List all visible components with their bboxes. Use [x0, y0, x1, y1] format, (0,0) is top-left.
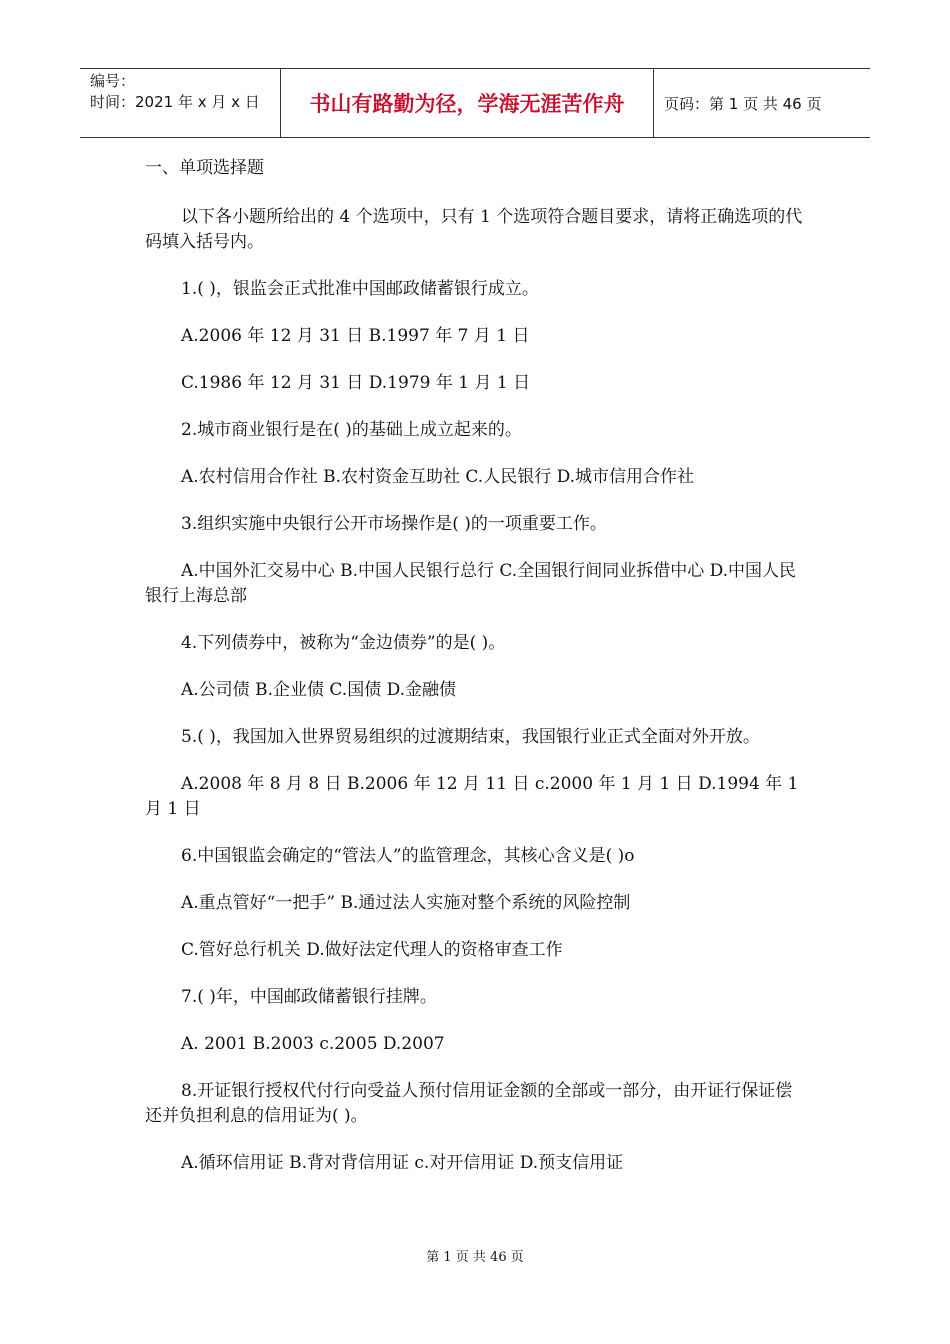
question-8-options: A.循环信用证 B.背对背信用证 c.对开信用证 D.预支信用证 — [181, 1153, 624, 1173]
instructions: 以下各小题所给出的 4 个选项中，只有 1 个选项符合题目要求，请将正确选项的代码填入括号内。 — [145, 207, 803, 252]
question-3-options: A.中国外汇交易中心 B.中国人民银行总行 C.全国银行间同业拆借中心 D.中国人民银行上海总部 — [145, 561, 797, 606]
document-body — [145, 156, 805, 1198]
question-1-options-ab: A.2006 年 12 月 31 日 B.1997 年 7 月 1 日 — [181, 326, 530, 346]
number-label: 编号： — [90, 72, 136, 90]
header-meta — [80, 69, 281, 137]
question-7-options: A. 2001 B.2003 c.2005 D.2007 — [181, 1034, 445, 1054]
question-1-options-cd: C.1986 年 12 月 31 日 D.1979 年 1 月 1 日 — [181, 373, 531, 393]
question-6-options-ab: A.重点管好“一把手” B.通过法人实施对整个系统的风险控制 — [181, 893, 631, 913]
question-5: 5.( )，我国加入世界贸易组织的过渡期结束，我国银行业正式全面对外开放。 — [181, 727, 760, 747]
question-7: 7.( )年，中国邮政储蓄银行挂牌。 — [181, 987, 437, 1007]
page-footer: 第 1 页 共 46 页 — [426, 1250, 524, 1265]
question-5-options: A.2008 年 8 月 8 日 B.2006 年 12 月 11 日 c.2000 年 1 月 1 日 D.1994 年 1 月 1 日 — [145, 774, 799, 819]
question-8: 8.开证银行授权代付行向受益人预付信用证金额的全部或一部分，由开证行保证偿还并负担利息的信用证为( )。 — [145, 1081, 793, 1126]
section-title: 一、单项选择题 — [145, 158, 264, 178]
time-label: 时间：2021 年 x 月 x 日 — [90, 93, 260, 111]
question-2: 2.城市商业银行是在( )的基础上成立起来的。 — [181, 420, 522, 440]
question-6: 6.中国银监会确定的“管法人”的监管理念，其核心含义是( )o — [181, 846, 635, 866]
question-6-options-cd: C.管好总行机关 D.做好法定代理人的资格审查工作 — [181, 940, 563, 960]
question-4-options: A.公司债 B.企业债 C.国债 D.金融债 — [181, 680, 457, 700]
question-1: 1.( )，银监会正式批准中国邮政储蓄银行成立。 — [181, 279, 539, 299]
page-header — [80, 68, 870, 138]
question-3: 3.组织实施中央银行公开市场操作是( )的一项重要工作。 — [181, 514, 607, 534]
question-4: 4.下列债券中，被称为“金边债券”的是( )。 — [181, 633, 506, 653]
header-page-info: 页码：第 1 页 共 46 页 — [664, 94, 822, 113]
question-2-options: A.农村信用合作社 B.农村资金互助社 C.人民银行 D.城市信用合作社 — [181, 467, 695, 487]
header-motto: 书山有路勤为径，学海无涯苦作舟 — [281, 69, 654, 137]
